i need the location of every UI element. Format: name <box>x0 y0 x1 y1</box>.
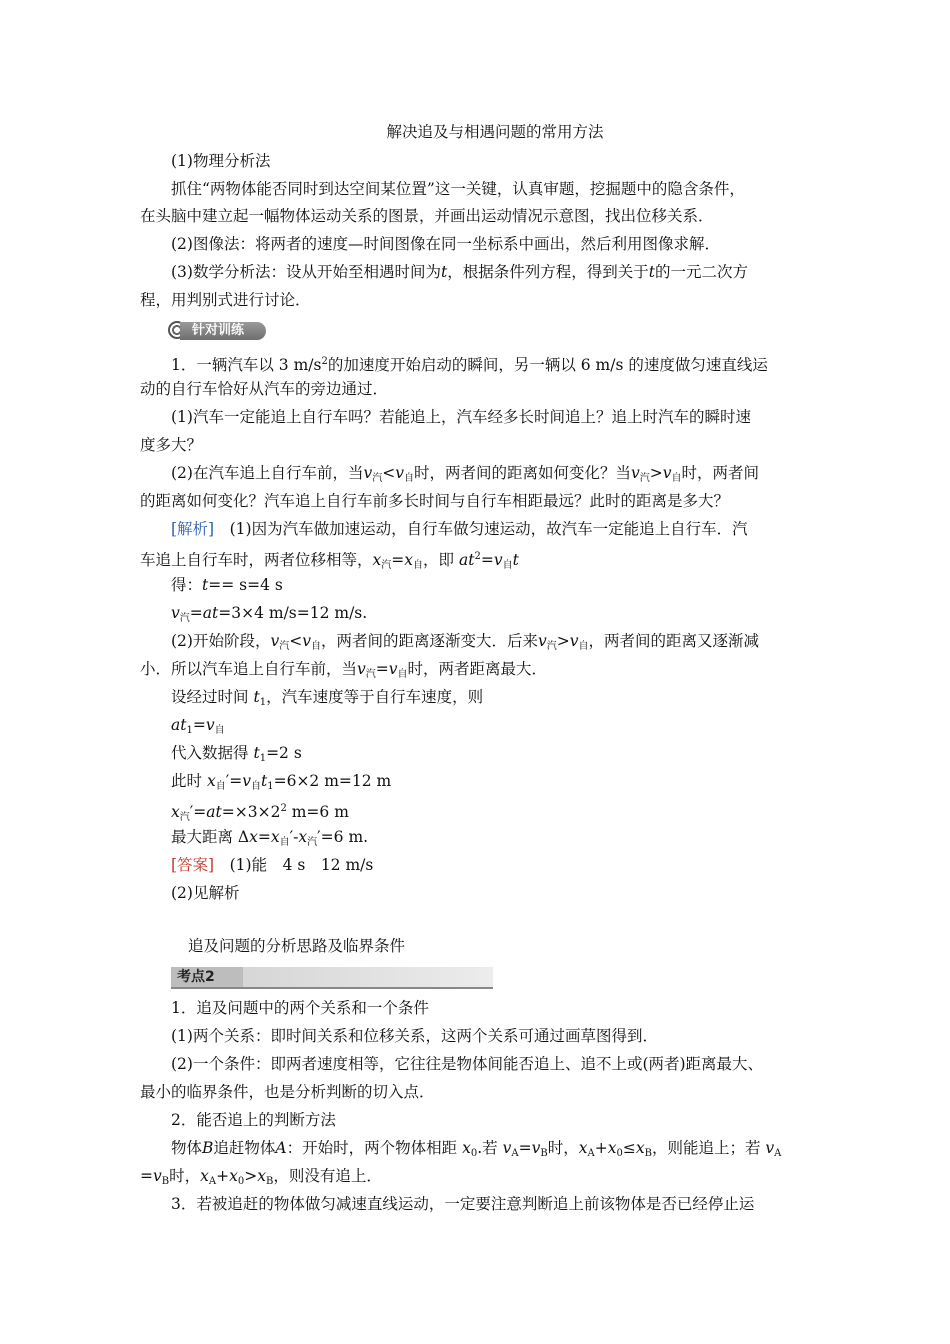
solution-line-12: 最大距离 $\Delta x=x_自'-x_汽'=6$ m. <box>171 828 369 848</box>
question-1-part-2-cont: 的距离如何变化？汽车追上自行车前多长时间与自行车相距最远？此时的距离是多大？ <box>140 492 730 510</box>
method-1-title: (1)物理分析法 <box>171 152 271 170</box>
exam-point-banner: 考点2 <box>171 967 493 989</box>
section-2-title: 追及问题的分析思路及临界条件 <box>188 937 406 955</box>
relation-2: (2)一个条件：即两者速度相等，它往往是物体间能否追上、追不上或(两者)距离最大、 <box>171 1055 764 1073</box>
solution-line-8: $at_1=v_自$ <box>171 716 225 736</box>
method-1-text-cont: 在头脑中建立起一幅物体运动关系的图景，并画出运动情况示意图，找出位移关系． <box>140 207 714 225</box>
question-1-line-2: 动的自行车恰好从汽车的旁边通过． <box>140 380 389 398</box>
method-1-text: 抓住“两物体能否同时到达空间某位置”这一关键，认真审题，挖掘题中的隐含条件， <box>171 180 745 198</box>
solution-tag: [解析] <box>171 520 215 538</box>
question-1-part-1-cont: 度多大？ <box>140 436 203 454</box>
answer-line-1: [答案] (1)能 4 s 12 m/s <box>171 856 374 874</box>
solution-line-2: 车追上自行车时，两者位移相等，$x_汽=x_自$，即 $at^2=v_自t$ <box>140 551 519 571</box>
practice-badge: 针对训练 <box>168 320 268 342</box>
method-2-text: (2)图像法：将两者的速度—时间图像在同一坐标系中画出，然后利用图像求解． <box>171 235 720 253</box>
question-1-part-2: (2)在汽车追上自行车前，当$v_汽<v_自$时，两者间的距离如何变化？当$v_汽>v_自$时，两者间 <box>171 464 760 484</box>
solution-line-11: $x_汽'=at=\times 3\times 2^2$ m=6 m <box>171 803 349 823</box>
solution-line-5: (2)开始阶段，$v_汽<v_自$，两者间的距离逐渐变大．后来$v_汽>v_自$，两者间的距离又逐渐减 <box>171 632 760 652</box>
solution-line-7: 设经过时间 $t_1$，汽车速度等于自行车速度，则 <box>171 688 484 708</box>
heading-1: 1．追及问题中的两个关系和一个条件 <box>171 999 429 1017</box>
relation-2-cont: 最小的临界条件，也是分析判断的切入点． <box>140 1083 435 1101</box>
judge-line-1: 物体B追赶物体A：开始时，两个物体相距 $x_0$.若 $v_A=v_B$时，$x_A+x_0\le x_B$，则能追上；若 $v_A$ <box>171 1139 782 1159</box>
answer-line-2: (2)见解析 <box>171 884 240 902</box>
solution-line-10: 此时 $x_自'=v_自t_1=6\times 2$ m=12 m <box>171 772 392 792</box>
heading-2: 2．能否追上的判断方法 <box>171 1111 336 1129</box>
heading-3: 3．若被追赶的物体做匀减速直线运动，一定要注意判断追上前该物体是否已经停止运 <box>171 1195 755 1213</box>
solution-line-6: 小．所以汽车追上自行车前，当$v_汽=v_自$时，两者距离最大． <box>140 660 548 680</box>
question-1-line-1: 1．一辆汽车以 3 $m/s^2$的加速度开始启动的瞬间，另一辆以 6 m/s 的速度做匀速直线运 <box>171 356 768 374</box>
relation-1: (1)两个关系：即时间关系和位移关系，这两个关系可通过画草图得到． <box>171 1027 658 1045</box>
answer-tag: [答案] <box>171 856 215 874</box>
solution-line-3: 得：t== s=4 s <box>171 576 283 594</box>
solution-line-9: 代入数据得 $t_1=2$ s <box>171 744 302 764</box>
section-title: 解决追及与相遇问题的常用方法 <box>386 123 604 141</box>
solution-line-1: [解析] (1)因为汽车做加速运动，自行车做匀速运动，故汽车一定能追上自行车．汽 <box>171 520 748 538</box>
judge-line-2: $=v_B$时，$x_A+x_0>x_B$，则没有追上． <box>140 1167 382 1187</box>
question-1-part-1: (1)汽车一定能追上自行车吗？若能追上，汽车经多长时间追上？追上时汽车的瞬时速 <box>171 408 751 426</box>
method-3-text-cont: 程，用判别式进行讨论． <box>140 291 311 309</box>
method-3-text: (3)数学分析法：设从开始至相遇时间为t，根据条件列方程，得到关于t的一元二次方 <box>171 263 748 281</box>
solution-line-4: $v_汽=at=3\times 4$ m/s=12 m/s. <box>171 604 368 624</box>
